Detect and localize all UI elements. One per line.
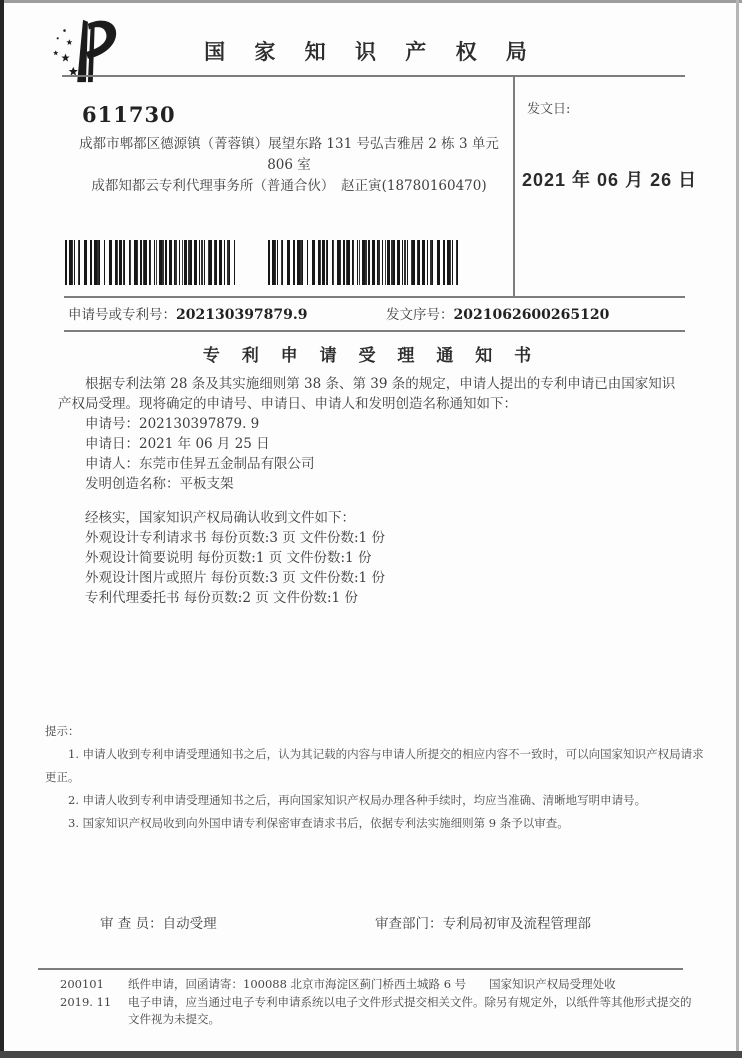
tips-section: [45, 720, 705, 835]
scan-edge-top: [0, 0, 742, 3]
footer-text-column: [128, 976, 693, 1029]
examiner-label: 审 查 员：: [100, 916, 163, 932]
recipient-address-block: [68, 134, 510, 197]
barcode-application-number: [65, 240, 235, 285]
footer-paper-filing-line: 纸件申请，回函请寄：100088 北京市海淀区蓟门桥西土城路 6 号 国家知识产权局受理处收: [128, 977, 616, 991]
scan-edge-right: [736, 0, 739, 1058]
field-value: 2021 年 06 月 25 日: [139, 436, 270, 452]
footer-efiling-line: 电子申请，应当通过电子专利申请系统以电子文件形式提交相关文件。除另有规定外，以纸件等其他形式提交的文件视为未提交。: [128, 994, 692, 1026]
field-application-number: [58, 414, 686, 434]
dispatch-number-label: 发文序号：: [386, 307, 454, 323]
dispatch-number-group: [386, 303, 609, 323]
reference-rule-top: [64, 296, 685, 298]
field-value: 202130397879. 9: [139, 416, 260, 432]
notice-body: [58, 374, 686, 494]
department-label: 审查部门：: [375, 916, 443, 932]
received-documents-section: [58, 508, 686, 608]
department-value: 专利局初审及流程管理部: [442, 916, 591, 932]
datebox-divider: [513, 75, 515, 297]
field-label: 申请日：: [85, 436, 139, 452]
received-document-row: 外观设计专利请求书 每份页数:3 页 文件份数:1 份: [85, 530, 385, 546]
notice-title: 专 利 申 请 受 理 通 知 书: [202, 346, 540, 366]
field-label: 发明创造名称：: [85, 476, 180, 492]
examiner-value: 自动受理: [162, 916, 217, 932]
address-line-2: 806 室: [267, 157, 311, 173]
recipient-line: 成都知都云专利代理事务所（普通合伙） 赵正寅(18780160470): [91, 178, 487, 194]
application-number-value: 202130397879.9: [176, 307, 308, 323]
footer-rule: [38, 968, 683, 970]
field-label: 申请人：: [85, 456, 139, 472]
postal-code: 611730: [82, 102, 176, 127]
field-filing-date: [58, 434, 686, 454]
reference-row: [68, 303, 683, 323]
received-document-row: 外观设计图片或照片 每份页数:3 页 文件份数:1 份: [85, 570, 385, 586]
scan-edge-left: [0, 0, 4, 1058]
field-applicant: [58, 454, 686, 474]
form-date: 2019. 11: [60, 994, 112, 1009]
received-intro: 经核实，国家知识产权局确认收到文件如下：: [85, 510, 355, 526]
application-number-label: 申请号或专利号：: [68, 307, 176, 323]
field-label: 申请号：: [85, 416, 139, 432]
tip-item: 3. 国家知识产权局收到向外国申请专利保密审查请求书后，依据专利法实施细则第 9 条予以审查。: [68, 816, 569, 830]
header-rule: [62, 75, 685, 77]
address-line-1: 成都市郫都区德源镇（菁蓉镇）展望东路 131 号弘吉雅居 2 栋 3 单元: [79, 136, 499, 152]
department-group: [375, 912, 591, 932]
form-code: 200101: [60, 977, 104, 991]
intro-paragraph: 根据专利法第 28 条及其实施细则第 38 条、第 39 条的规定，申请人提出的专利申请已由国家知识产权局受理。现将确定的申请号、申请日、申请人和发明创造名称通知如下：: [58, 376, 676, 412]
received-document-row: 专利代理委托书 每份页数:2 页 文件份数:1 份: [85, 590, 358, 606]
examiner-group: [100, 916, 217, 932]
issue-date-label: 发文日:: [527, 102, 571, 117]
dispatch-number-value: 2021062600265120: [453, 307, 610, 323]
field-value: 平板支架: [179, 476, 234, 492]
tip-item: 2. 申请人收到专利申请受理通知书之后，再向国家知识产权局办理各种手续时，均应当准确、清晰地写明申请号。: [68, 793, 647, 807]
issue-date-value: 2021 年 06 月 26 日: [522, 170, 698, 190]
barcode-dispatch-number: [268, 240, 460, 285]
tip-item: 1. 申请人收到专利申请受理通知书之后，认为其记载的内容与申请人所提交的相应内容不一致时，可以向国家知识产权局请求更正。: [45, 747, 704, 784]
reference-rule-bottom: [64, 330, 685, 332]
signature-row: [100, 912, 690, 932]
scan-edge-bottom: [0, 1051, 742, 1058]
received-document-row: 外观设计简要说明 每份页数:1 页 文件份数:1 份: [85, 550, 372, 566]
field-invention-title: [58, 474, 686, 494]
form-code-column: [60, 976, 120, 1011]
tips-heading: 提示：: [45, 724, 80, 738]
agency-title: 国 家 知 识 产 权 局: [204, 39, 538, 64]
field-value: 东莞市佳昇五金制品有限公司: [139, 456, 315, 472]
